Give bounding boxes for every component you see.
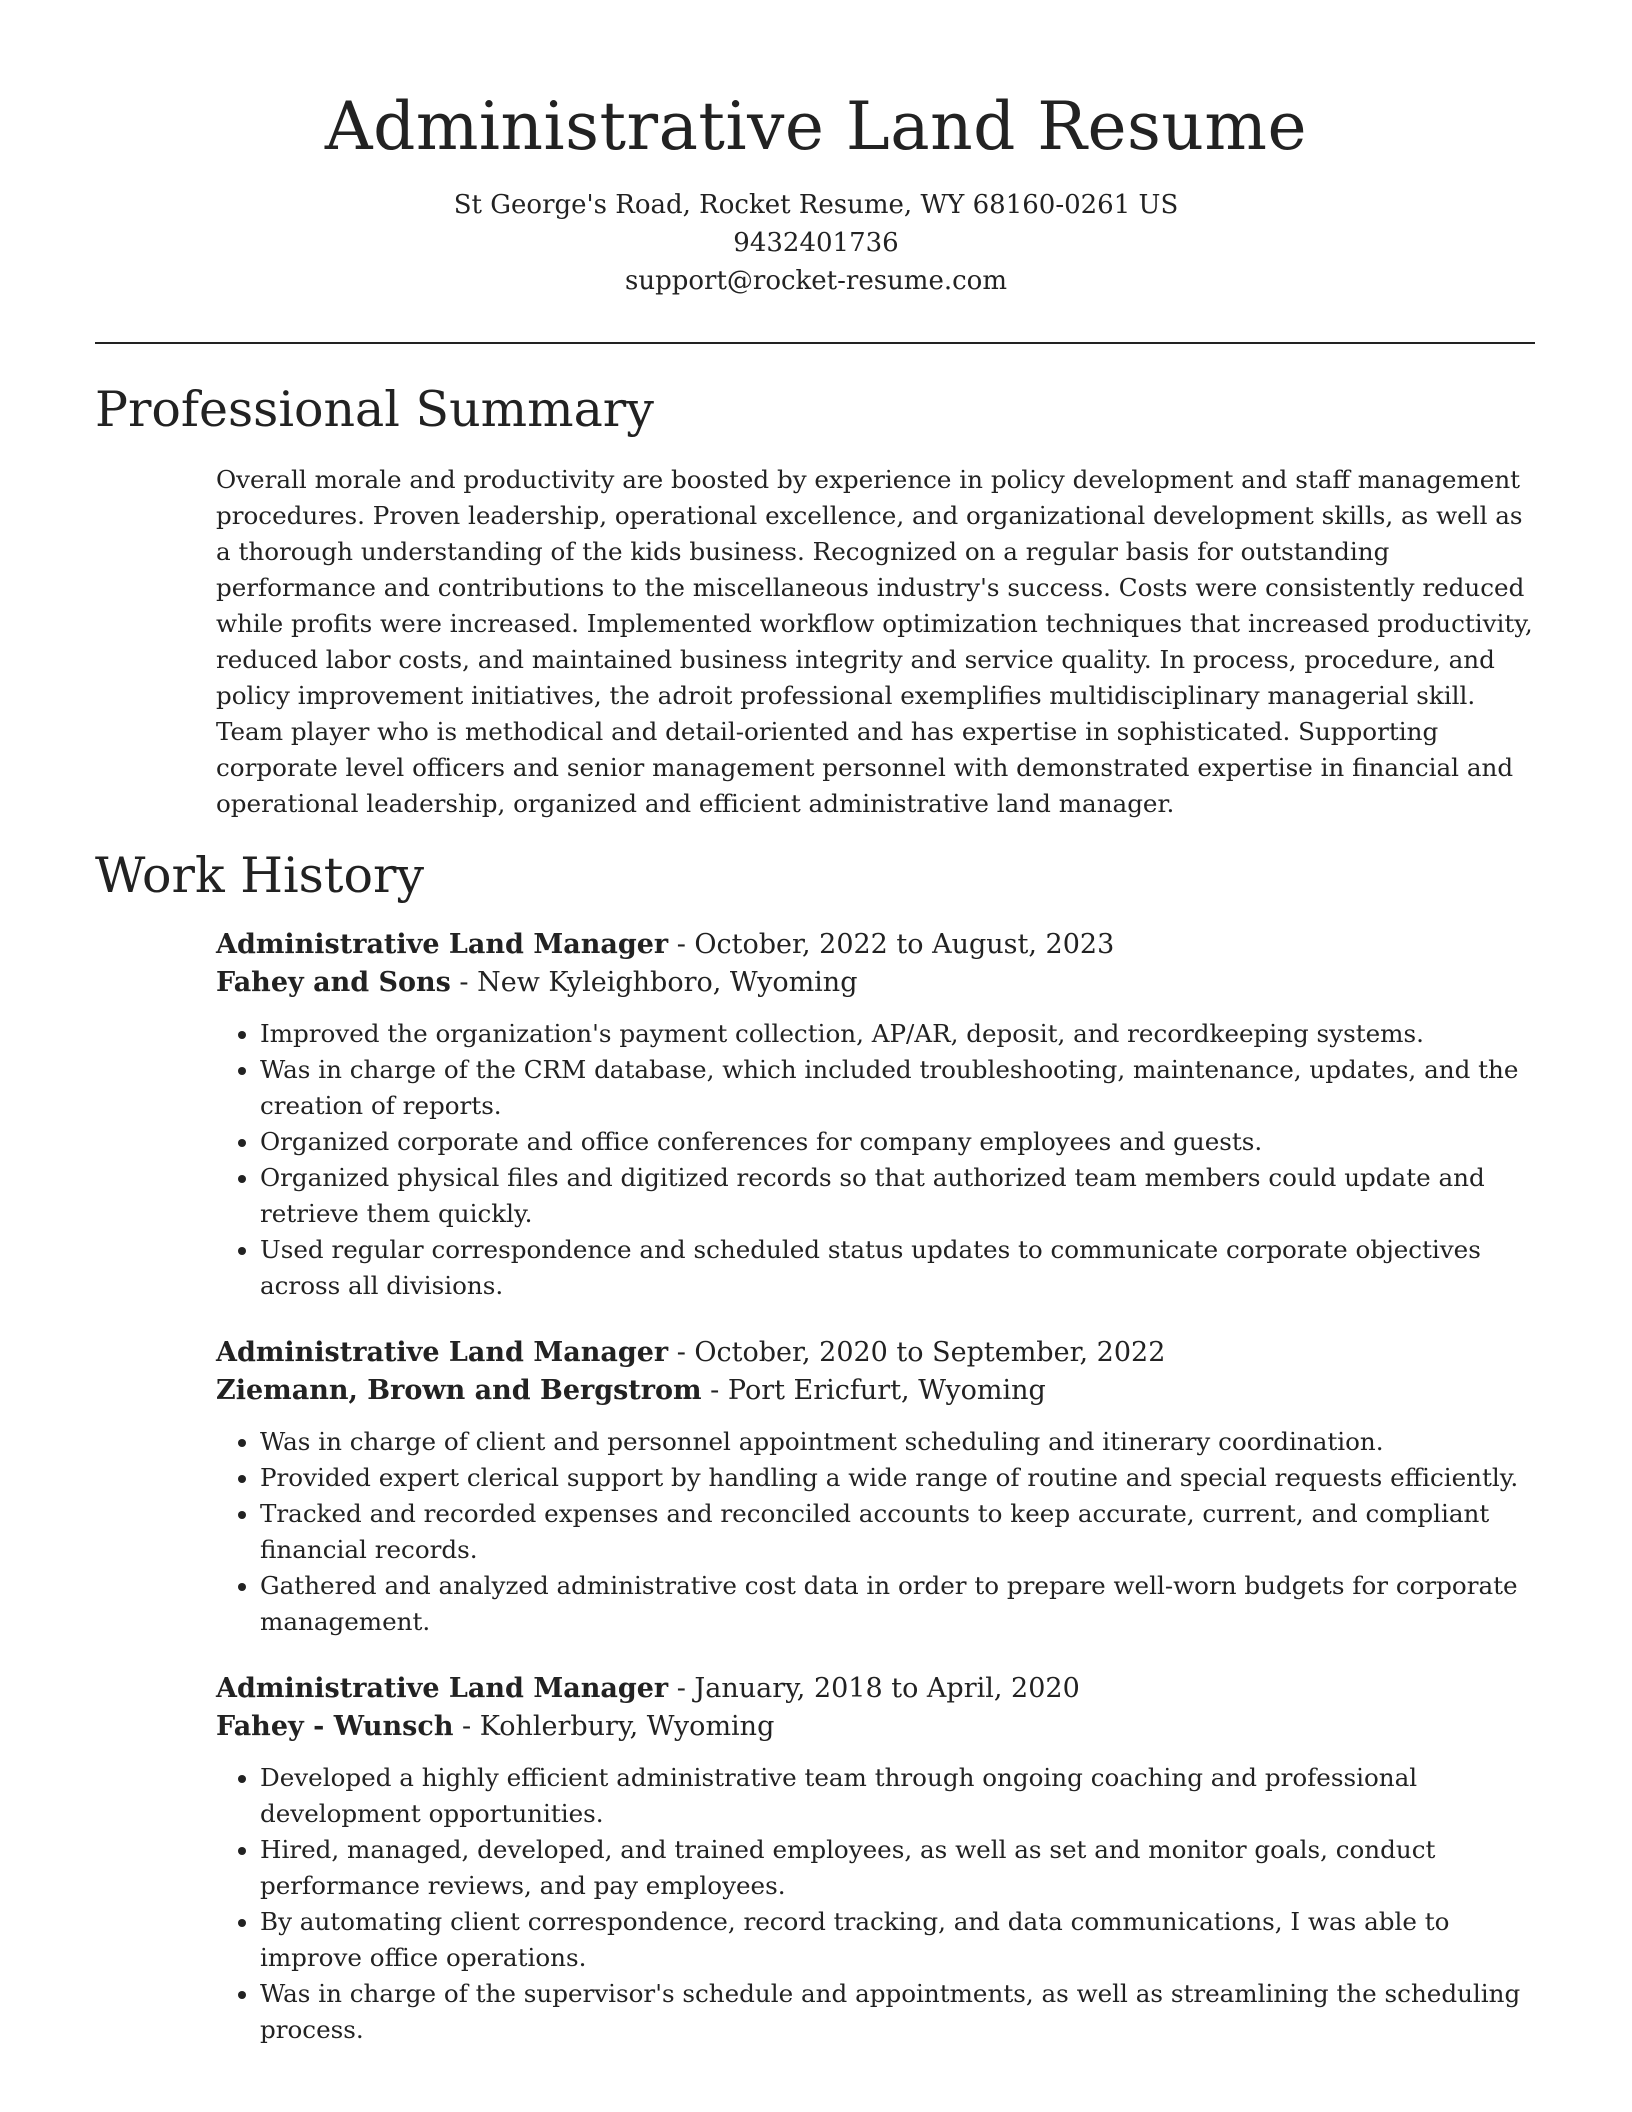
phone-number: 9432401736 [733, 228, 899, 258]
job-company-line [216, 1372, 1540, 1410]
job-location: New Kyleighboro, Wyoming [477, 967, 858, 998]
job-dates: October, 2020 to September, 2022 [694, 1337, 1166, 1368]
list-item: • Hired, managed, developed, and trained employees, as well as set and monitor goals, conduct performance reviews, and pay employees. [260, 1832, 1540, 1904]
summary-heading: Professional Summary [95, 381, 654, 438]
work-history-heading: Work History [95, 847, 425, 904]
list-item: • Developed a highly efficient administrative team through ongoing coaching and professional development opportunities. [260, 1760, 1540, 1832]
email-address: support@rocket-resume.com [624, 266, 1007, 296]
list-item: • Organized physical files and digitized records so that authorized team members could update and retrieve them quickly. [260, 1160, 1540, 1232]
job-entry [216, 1670, 1540, 2048]
job-location: Kohlerbury, Wyoming [479, 1711, 775, 1742]
job-entry [216, 926, 1540, 1304]
work-history-list [216, 926, 1540, 2078]
job-company-line [216, 964, 1540, 1002]
separator: - [701, 1375, 728, 1406]
job-company: Ziemann, Brown and Bergstrom [216, 1375, 702, 1406]
job-bullets [216, 1760, 1540, 2048]
separator: - [453, 1711, 480, 1742]
header-divider [95, 342, 1535, 344]
job-title-line [216, 1670, 1540, 1708]
job-entry [216, 1334, 1540, 1640]
list-item: • Organized corporate and office conferences for company employees and guests. [260, 1124, 1540, 1160]
resume-header [0, 0, 1632, 300]
job-title-line [216, 926, 1540, 964]
list-item: • Tracked and recorded expenses and reconciled accounts to keep accurate, current, and compliant financial records. [260, 1496, 1540, 1568]
list-item: • Gathered and analyzed administrative cost data in order to prepare well-worn budgets for corporate management. [260, 1568, 1540, 1640]
job-role: Administrative Land Manager [216, 1337, 669, 1368]
list-item: • Was in charge of client and personnel appointment scheduling and itinerary coordination. [260, 1424, 1540, 1460]
separator: - [668, 929, 695, 960]
job-company: Fahey and Sons [216, 967, 451, 998]
summary-text: Overall morale and productivity are boosted by experience in policy development and staff management procedures. Proven leadership, operational excellence, and organizational development skills, as well as a thorough understanding of the kids business. Recognized on a regular basis for outstanding performance and contributions to the miscellaneous industry's success. Costs were consistently reduced while profits were increased. Implemented workflow optimization techniques that increased productivity, reduced labor costs, and maintained business integrity and service quality. In process, procedure, and policy improvement initiatives, the adroit professional exemplifies multidisciplinary managerial skill. Team player who is methodical and detail-oriented and has expertise in sophisticated. Supporting corporate level officers and senior management personnel with demonstrated expertise in financial and operational leadership, organized and efficient administrative land manager. [216, 465, 1533, 818]
page-title: Administrative Land Resume [324, 88, 1308, 165]
separator: - [668, 1673, 695, 1704]
job-title-line [216, 1334, 1540, 1372]
job-dates: October, 2022 to August, 2023 [694, 929, 1115, 960]
list-item: • Used regular correspondence and scheduled status updates to communicate corporate objectives across all divisions. [260, 1232, 1540, 1304]
list-item: • Was in charge of the CRM database, which included troubleshooting, maintenance, updates, and the creation of reports. [260, 1052, 1540, 1124]
address: St George's Road, Rocket Resume, WY 68160-0261 US [453, 190, 1179, 220]
list-item: • Provided expert clerical support by handling a wide range of routine and special requests efficiently. [260, 1460, 1540, 1496]
list-item: • By automating client correspondence, record tracking, and data communications, I was able to improve office operations. [260, 1904, 1540, 1976]
job-company: Fahey - Wunsch [216, 1711, 454, 1742]
list-item: • Was in charge of the supervisor's schedule and appointments, as well as streamlining the scheduling process. [260, 1976, 1540, 2048]
job-bullets [216, 1424, 1540, 1640]
job-bullets [216, 1016, 1540, 1304]
separator: - [668, 1337, 695, 1368]
job-location: Port Ericfurt, Wyoming [727, 1375, 1046, 1406]
job-dates: January, 2018 to April, 2020 [694, 1673, 1080, 1704]
contact-info [0, 186, 1632, 300]
job-role: Administrative Land Manager [216, 929, 669, 960]
list-item: • Improved the organization's payment collection, AP/AR, deposit, and recordkeeping systems. [260, 1016, 1540, 1052]
separator: - [450, 967, 478, 998]
job-company-line [216, 1708, 1540, 1746]
job-role: Administrative Land Manager [216, 1673, 669, 1704]
